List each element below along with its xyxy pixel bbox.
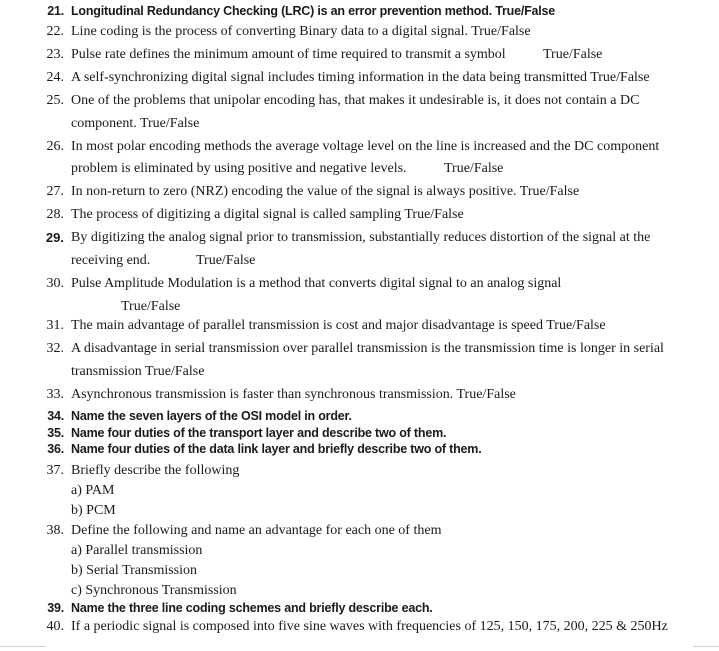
question-number: 22.	[46, 24, 64, 39]
question-text: A disadvantage in serial transmission over parallel transmission is the transmission time is longer in serial	[71, 341, 664, 356]
question-number: 35.	[47, 426, 64, 440]
question-number: 28.	[46, 207, 64, 222]
true-false-label: True/False	[121, 299, 181, 314]
question-text-line2: receiving end.	[71, 253, 151, 268]
question-number: 27.	[46, 184, 64, 199]
question-number: 30.	[46, 276, 64, 291]
question-text: By digitizing the analog signal prior to transmission, substantially reduces distortion of the signal at the	[71, 230, 651, 245]
question-number: 29.	[45, 230, 64, 245]
question-text: The process of digitizing a digital signal is called sampling True/False	[71, 207, 464, 222]
question-text: One of the problems that unipolar encoding has, that makes it undesirable is, it does not contain a DC	[71, 93, 640, 108]
question-number: 26.	[46, 139, 64, 154]
question-text: A self-synchronizing digital signal includes timing information in the data being transmitted True/False	[71, 70, 650, 85]
question-number: 33.	[46, 387, 64, 402]
question-number: 36.	[47, 442, 64, 456]
question-text: Name the seven layers of the OSI model in order.	[71, 409, 352, 423]
question-number: 32.	[46, 341, 64, 356]
page-edge-right	[693, 646, 719, 651]
true-false-label: True/False	[444, 161, 504, 176]
question-number: 23.	[46, 47, 64, 62]
page-edge-left	[0, 646, 46, 651]
question-number: 25.	[46, 93, 64, 108]
question-text: Longitudinal Redundancy Checking (LRC) is an error prevention method. True/False	[71, 4, 556, 18]
question-text: Define the following and name an advantage for each one of them	[71, 523, 442, 538]
question-text: If a periodic signal is composed into five sine waves with frequencies of 125, 150, 175, 200, 225 & 250Hz	[71, 619, 668, 634]
sub-item-label: c) Synchronous Transmission	[71, 583, 237, 598]
question-number: 37.	[46, 463, 64, 478]
question-text-line2: component. True/False	[71, 116, 200, 131]
sub-item-label: a) Parallel transmission	[71, 543, 203, 558]
sub-item-label: b) PCM	[71, 503, 116, 518]
question-text-line2: problem is eliminated by using positive and negative levels.	[71, 161, 407, 176]
question-number: 24.	[46, 70, 64, 85]
question-number: 40.	[46, 619, 64, 634]
question-text: In non-return to zero (NRZ) encoding the value of the signal is always positive. True/False	[71, 184, 580, 199]
question-number: 39.	[47, 601, 64, 615]
question-text: Pulse Amplitude Modulation is a method that converts digital signal to an analog signal	[71, 276, 562, 291]
question-number: 31.	[46, 318, 64, 333]
sub-item-label: a) PAM	[71, 483, 115, 498]
question-text: In most polar encoding methods the average voltage level on the line is increased and the DC component	[71, 139, 660, 154]
question-text: Name the three line coding schemes and briefly describe each.	[71, 601, 433, 615]
question-text: Line coding is the process of converting Binary data to a digital signal. True/False	[71, 24, 531, 39]
question-number: 34.	[47, 409, 64, 423]
question-text: The main advantage of parallel transmission is cost and major disadvantage is speed True/False	[71, 318, 606, 333]
question-text-line2: transmission True/False	[71, 364, 205, 379]
sub-item-label: b) Serial Transmission	[71, 563, 198, 578]
true-false-label: True/False	[196, 253, 256, 268]
question-text: Name four duties of the transport layer and describe two of them.	[71, 426, 447, 440]
question-text: Name four duties of the data link layer and briefly describe two of them.	[71, 442, 482, 456]
question-text: Pulse rate defines the minimum amount of time required to transmit a symbol	[71, 47, 506, 62]
question-number: 21.	[47, 4, 64, 18]
question-text: Briefly describe the following	[71, 463, 240, 478]
question-number: 38.	[46, 523, 64, 538]
question-text: Asynchronous transmission is faster than synchronous transmission. True/False	[71, 387, 516, 402]
true-false-label: True/False	[543, 47, 603, 62]
